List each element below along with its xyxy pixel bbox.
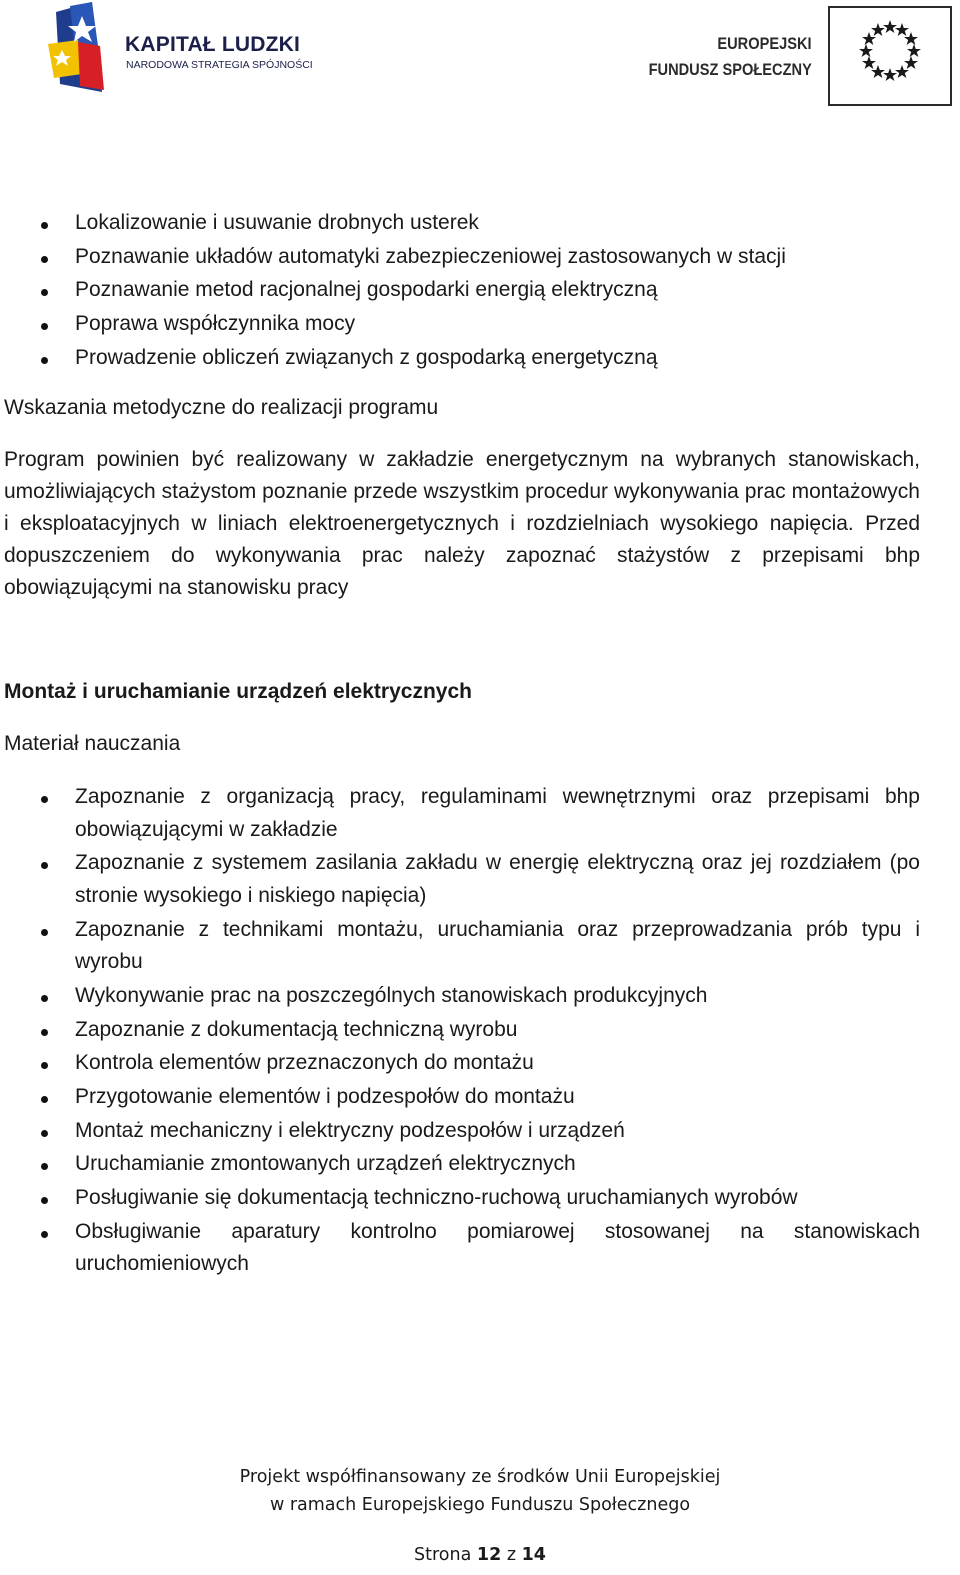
list-item: Uruchamianie zmontowanych urządzeń elektrycznych <box>4 1148 920 1181</box>
skills-list-1 <box>4 207 920 374</box>
page-total: 14 <box>521 1545 546 1565</box>
footer-line-1: Projekt współfinansowany ze środków Unii Europejskiej <box>239 1467 721 1487</box>
page-sep: z <box>506 1545 517 1565</box>
guidelines-title: Wskazania metodyczne do realizacji programu <box>4 396 439 420</box>
list-item: Poznawanie układów automatyki zabezpieczeniowej zastosowanych w stacji <box>4 241 920 274</box>
list-item: Zapoznanie z organizacją pracy, regulaminami wewnętrznymi oraz przepisami bhp obowiązującymi w zakładzie <box>4 781 920 846</box>
kapital-ludzki-title: KAPITAŁ LUDZKI <box>125 33 301 56</box>
page-number <box>0 1545 960 1565</box>
page-footer <box>0 1463 960 1519</box>
page-label: Strona <box>414 1545 472 1565</box>
page-current: 12 <box>476 1545 502 1565</box>
list-item: Poprawa współczynnika mocy <box>4 308 920 341</box>
list-item: Wykonywanie prac na poszczególnych stanowiskach produkcyjnych <box>4 980 920 1013</box>
document-body <box>4 207 920 1282</box>
list-item: Lokalizowanie i usuwanie drobnych usterek <box>4 207 920 240</box>
list-item: Zapoznanie z technikami montażu, uruchamiania oraz przeprowadzania prób typu i wyrobu <box>4 914 920 979</box>
list-item: Przygotowanie elementów i podzespołów do montażu <box>4 1081 920 1114</box>
kapital-ludzki-emblem-icon <box>48 2 122 94</box>
list-item: Montaż mechaniczny i elektryczny podzespołów i urządzeń <box>4 1115 920 1148</box>
kapital-ludzki-logo <box>48 2 338 94</box>
list-item: Zapoznanie z systemem zasilania zakładu w energię elektryczną oraz jej rozdziałem (po stronie wysokiego i niskiego napięcia) <box>4 847 920 912</box>
efs-line-2: FUNDUSZ SPOŁECZNY <box>648 60 812 79</box>
skills-list-2 <box>4 781 920 1280</box>
list-item: Obsługiwanie aparatury kontrolno pomiarowej stosowanej na stanowiskach uruchomieniowych <box>4 1216 920 1281</box>
efs-logo <box>640 6 956 110</box>
kapital-ludzki-subtitle: NARODOWA STRATEGIA SPÓJNOŚCI <box>126 59 313 71</box>
list-item: Poznawanie metod racjonalnej gospodarki energią elektryczną <box>4 274 920 307</box>
guidelines-paragraph: Program powinien być realizowany w zakładzie energetycznym na wybranych stanowiskach, umożliwiających stażystom poznanie przede wszystkim procedur wykonywania prac montażowych i eksploatacyjnych w liniach elektroenergetycznych i rozdzielniach wysokiego napięcia. Przed dopuszczeniem do wykonywania prac należy zapoznać stażystów z przepisami bhp obowiązującymi na stanowisku pracy <box>4 448 920 600</box>
eu-flag-icon <box>828 6 952 106</box>
list-item: Zapoznanie z dokumentacją techniczną wyrobu <box>4 1014 920 1047</box>
efs-line-1: EUROPEJSKI <box>717 34 812 53</box>
material-title: Materiał nauczania <box>4 732 181 756</box>
list-item: Prowadzenie obliczeń związanych z gospodarką energetyczną <box>4 342 920 375</box>
list-item: Kontrola elementów przeznaczonych do montażu <box>4 1047 920 1080</box>
list-item: Posługiwanie się dokumentacją techniczno-ruchową uruchamianych wyrobów <box>4 1182 920 1215</box>
footer-line-2: w ramach Europejskiego Funduszu Społecznego <box>269 1495 691 1515</box>
page-header <box>0 0 960 115</box>
section-heading: Montaż i uruchamianie urządzeń elektrycznych <box>4 680 472 704</box>
